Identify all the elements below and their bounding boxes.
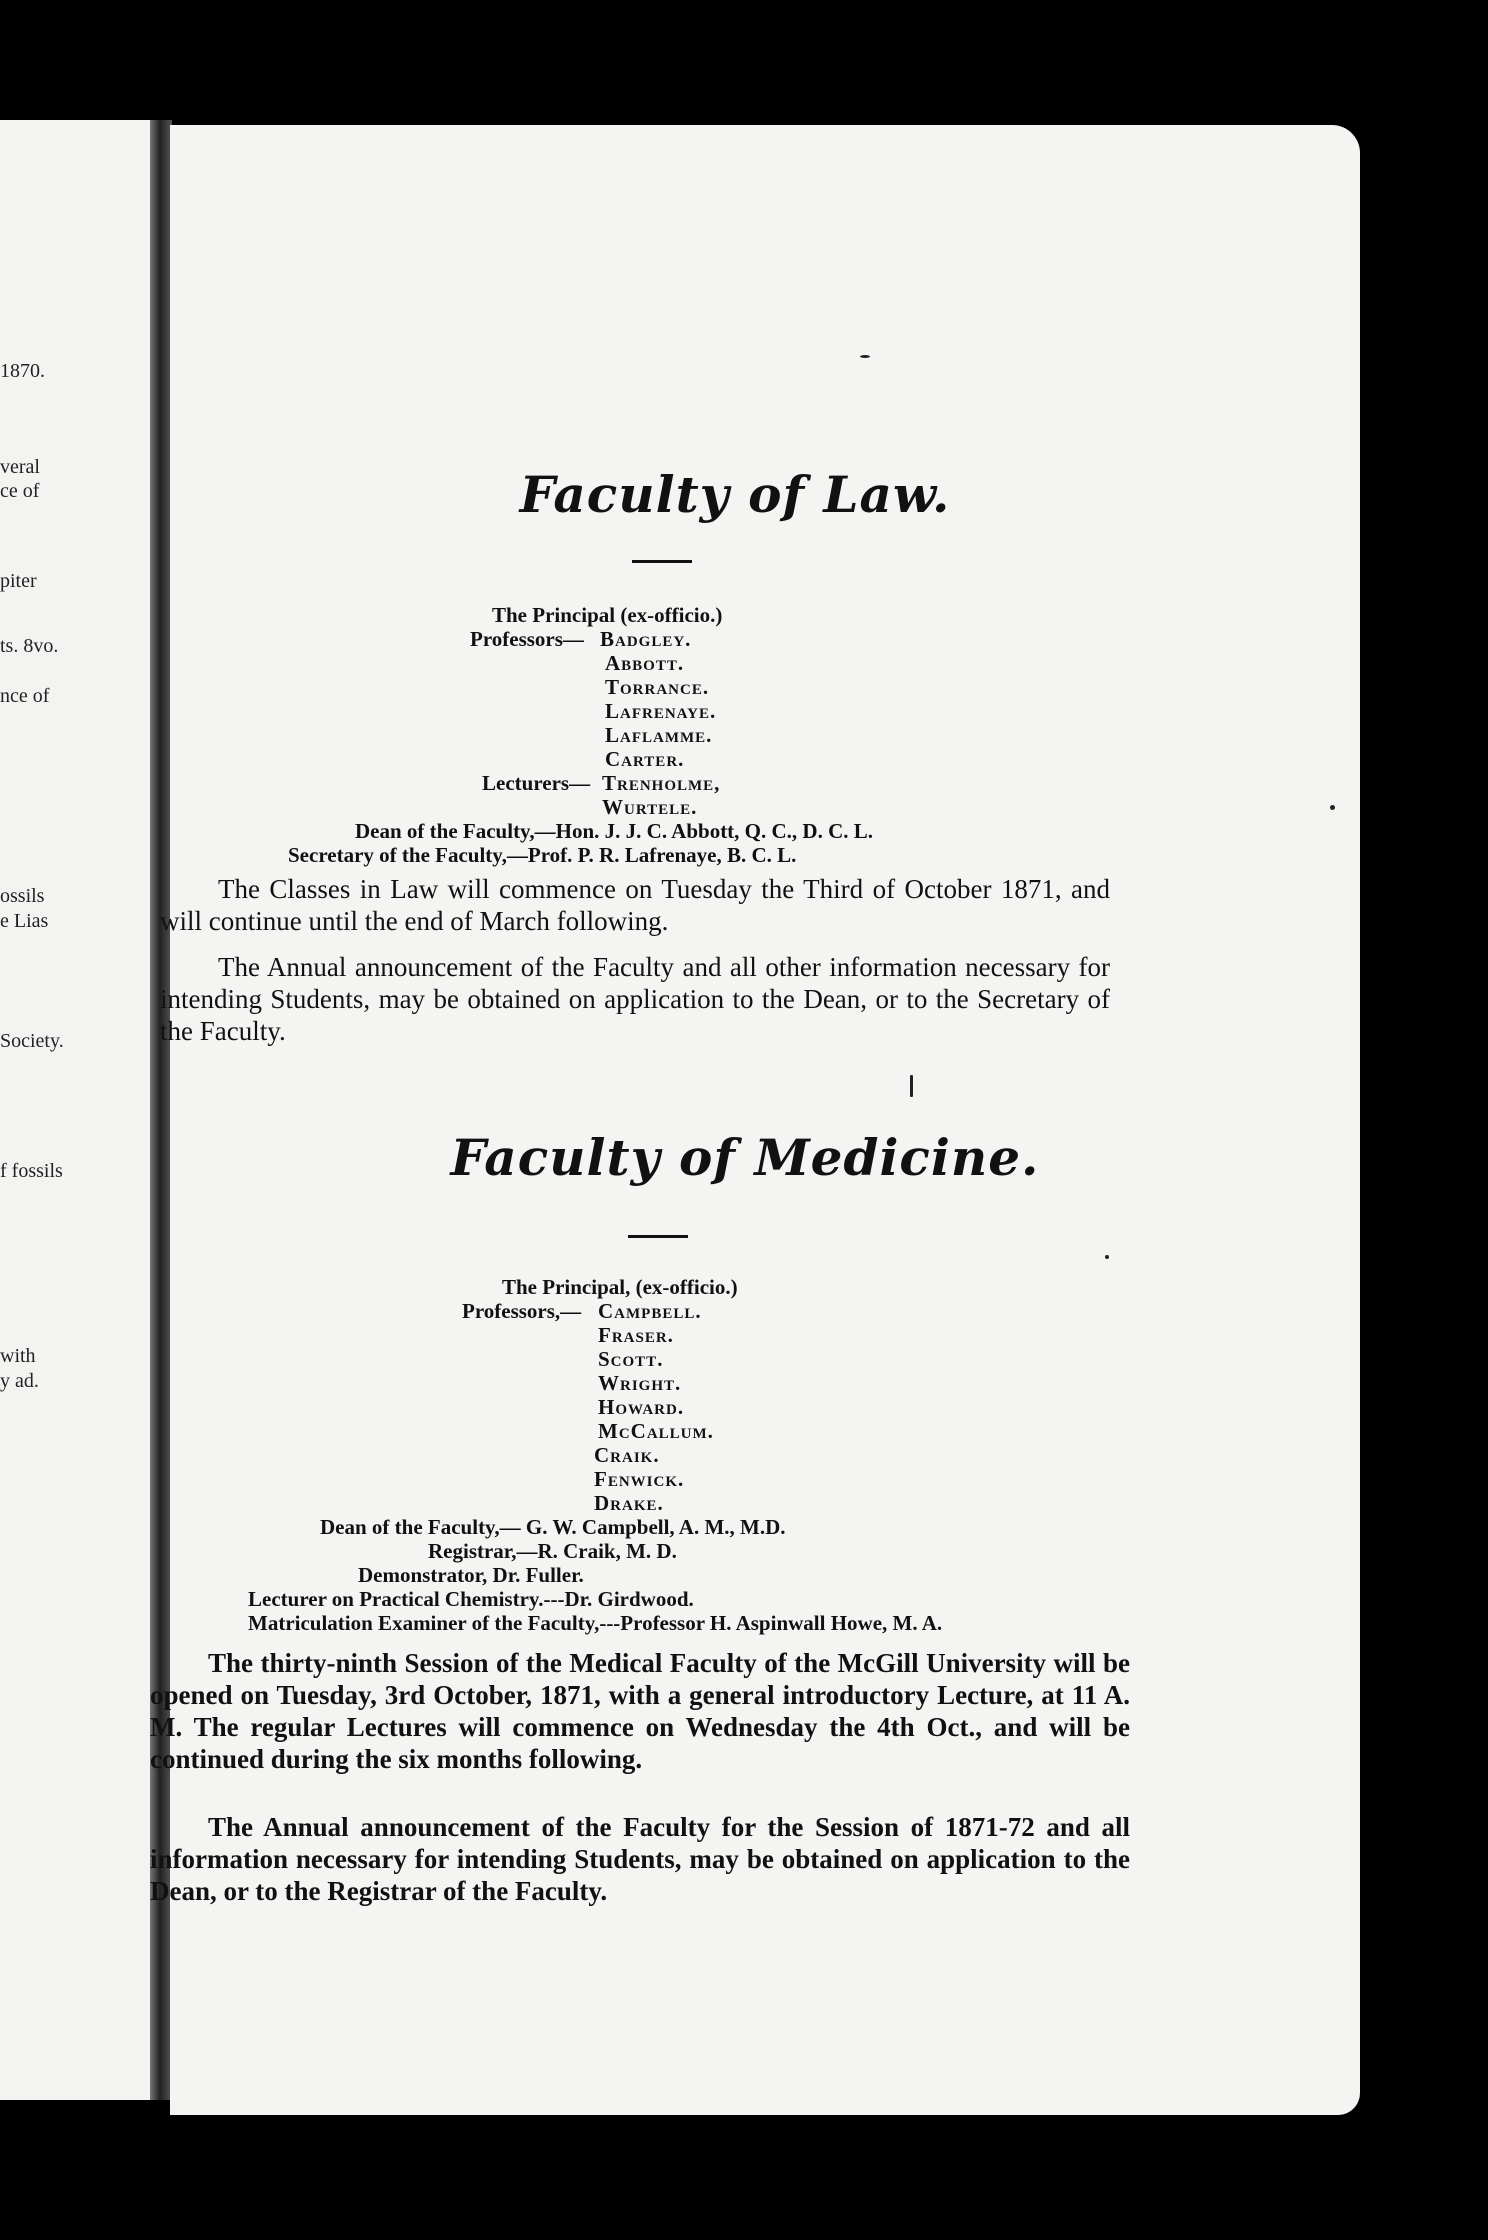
medicine-principal: The Principal, (ex-officio.) [502,1275,738,1299]
medicine-professor: Campbell. [598,1299,702,1323]
left-line: y ad. [0,1370,39,1392]
scan-speck [910,1075,913,1097]
left-line: e Lias [0,910,49,932]
medicine-session-paragraph: The thirty-ninth Session of the Medical Faculty of the McGill University will be opened on Tuesday, 3rd October, 1871, with a general introductory Lecture, at 11 A. M. The regular Lectures will commence on Wednesday the 4th Oct., and will be continued during the six months following. [150,1648,1130,1774]
scan-speck [1330,805,1335,810]
medicine-professor: Wright. [598,1371,682,1395]
law-title-rule [632,560,692,563]
document-page [150,125,1360,2115]
law-lecturer: Trenholme, [602,771,721,795]
medicine-section-title: Faculty of Medicine. [450,1128,1040,1187]
law-professor: Lafrenaye. [605,699,717,723]
medicine-demonstrator: Demonstrator, Dr. Fuller. [358,1563,584,1587]
law-dean: Dean of the Faculty,—Hon. J. J. C. Abbott, Q. C., D. C. L. [355,819,874,843]
left-line: 1870. [0,360,45,382]
medicine-professor: Craik. [594,1443,660,1467]
previous-page-fragment [0,120,155,2100]
medicine-registrar: Registrar,—R. Craik, M. D. [428,1539,677,1563]
law-section-title: Faculty of Law. [519,465,951,524]
law-classes-paragraph: The Classes in Law will commence on Tuesday the Third of October 1871, and will continue until the end of March following. [160,874,1110,936]
medicine-professor: Fenwick. [594,1467,685,1491]
medicine-professor: McCallum. [598,1419,714,1443]
law-professor: Carter. [605,747,685,771]
left-line: ts. 8vo. [0,635,59,657]
law-professors-label: Professors— [470,627,584,651]
law-professor: Torrance. [605,675,710,699]
law-secretary: Secretary of the Faculty,—Prof. P. R. Lafrenaye, B. C. L. [288,843,797,867]
scan-speck [860,355,870,358]
law-lecturer: Wurtele. [602,795,698,819]
medicine-professor: Scott. [598,1347,664,1371]
left-line: ce of [0,480,40,502]
left-line: nce of [0,685,50,707]
medicine-dean: Dean of the Faculty,— G. W. Campbell, A. M., M.D. [320,1515,786,1539]
law-principal: The Principal (ex-officio.) [492,603,723,627]
law-professor: Badgley. [600,627,692,651]
law-lecturers-label: Lecturers— [482,771,591,795]
left-line: Society. [0,1030,64,1052]
left-line: veral [0,456,40,478]
scan-speck [1105,1255,1109,1259]
medicine-professor: Drake. [594,1491,664,1515]
law-announcement-paragraph: The Annual announcement of the Faculty and all other information necessary for intending Students, may be obtained on application to the Dean, or to the Secretary of the Faculty. [160,952,1110,1046]
law-professor: Abbott. [605,651,685,675]
left-line: with [0,1345,36,1367]
law-professor: Laflamme. [605,723,713,747]
left-line: f fossils [0,1160,63,1182]
medicine-professors-label: Professors,— [462,1299,582,1323]
left-line: piter [0,570,37,592]
medicine-announcement-paragraph: The Annual announcement of the Faculty for the Session of 1871-72 and all information necessary for intending Students, may be obtained on application to the Dean, or to the Registrar of the Faculty. [150,1812,1130,1906]
page-gutter [150,120,172,2100]
medicine-matriculation-examiner: Matriculation Examiner of the Faculty,---Professor H. Aspinwall Howe, M. A. [248,1611,943,1635]
medicine-chemistry-lecturer: Lecturer on Practical Chemistry.---Dr. Girdwood. [248,1587,694,1611]
medicine-title-rule [628,1235,688,1238]
medicine-professor: Howard. [598,1395,685,1419]
left-line: ossils [0,885,45,907]
medicine-professor: Fraser. [598,1323,674,1347]
